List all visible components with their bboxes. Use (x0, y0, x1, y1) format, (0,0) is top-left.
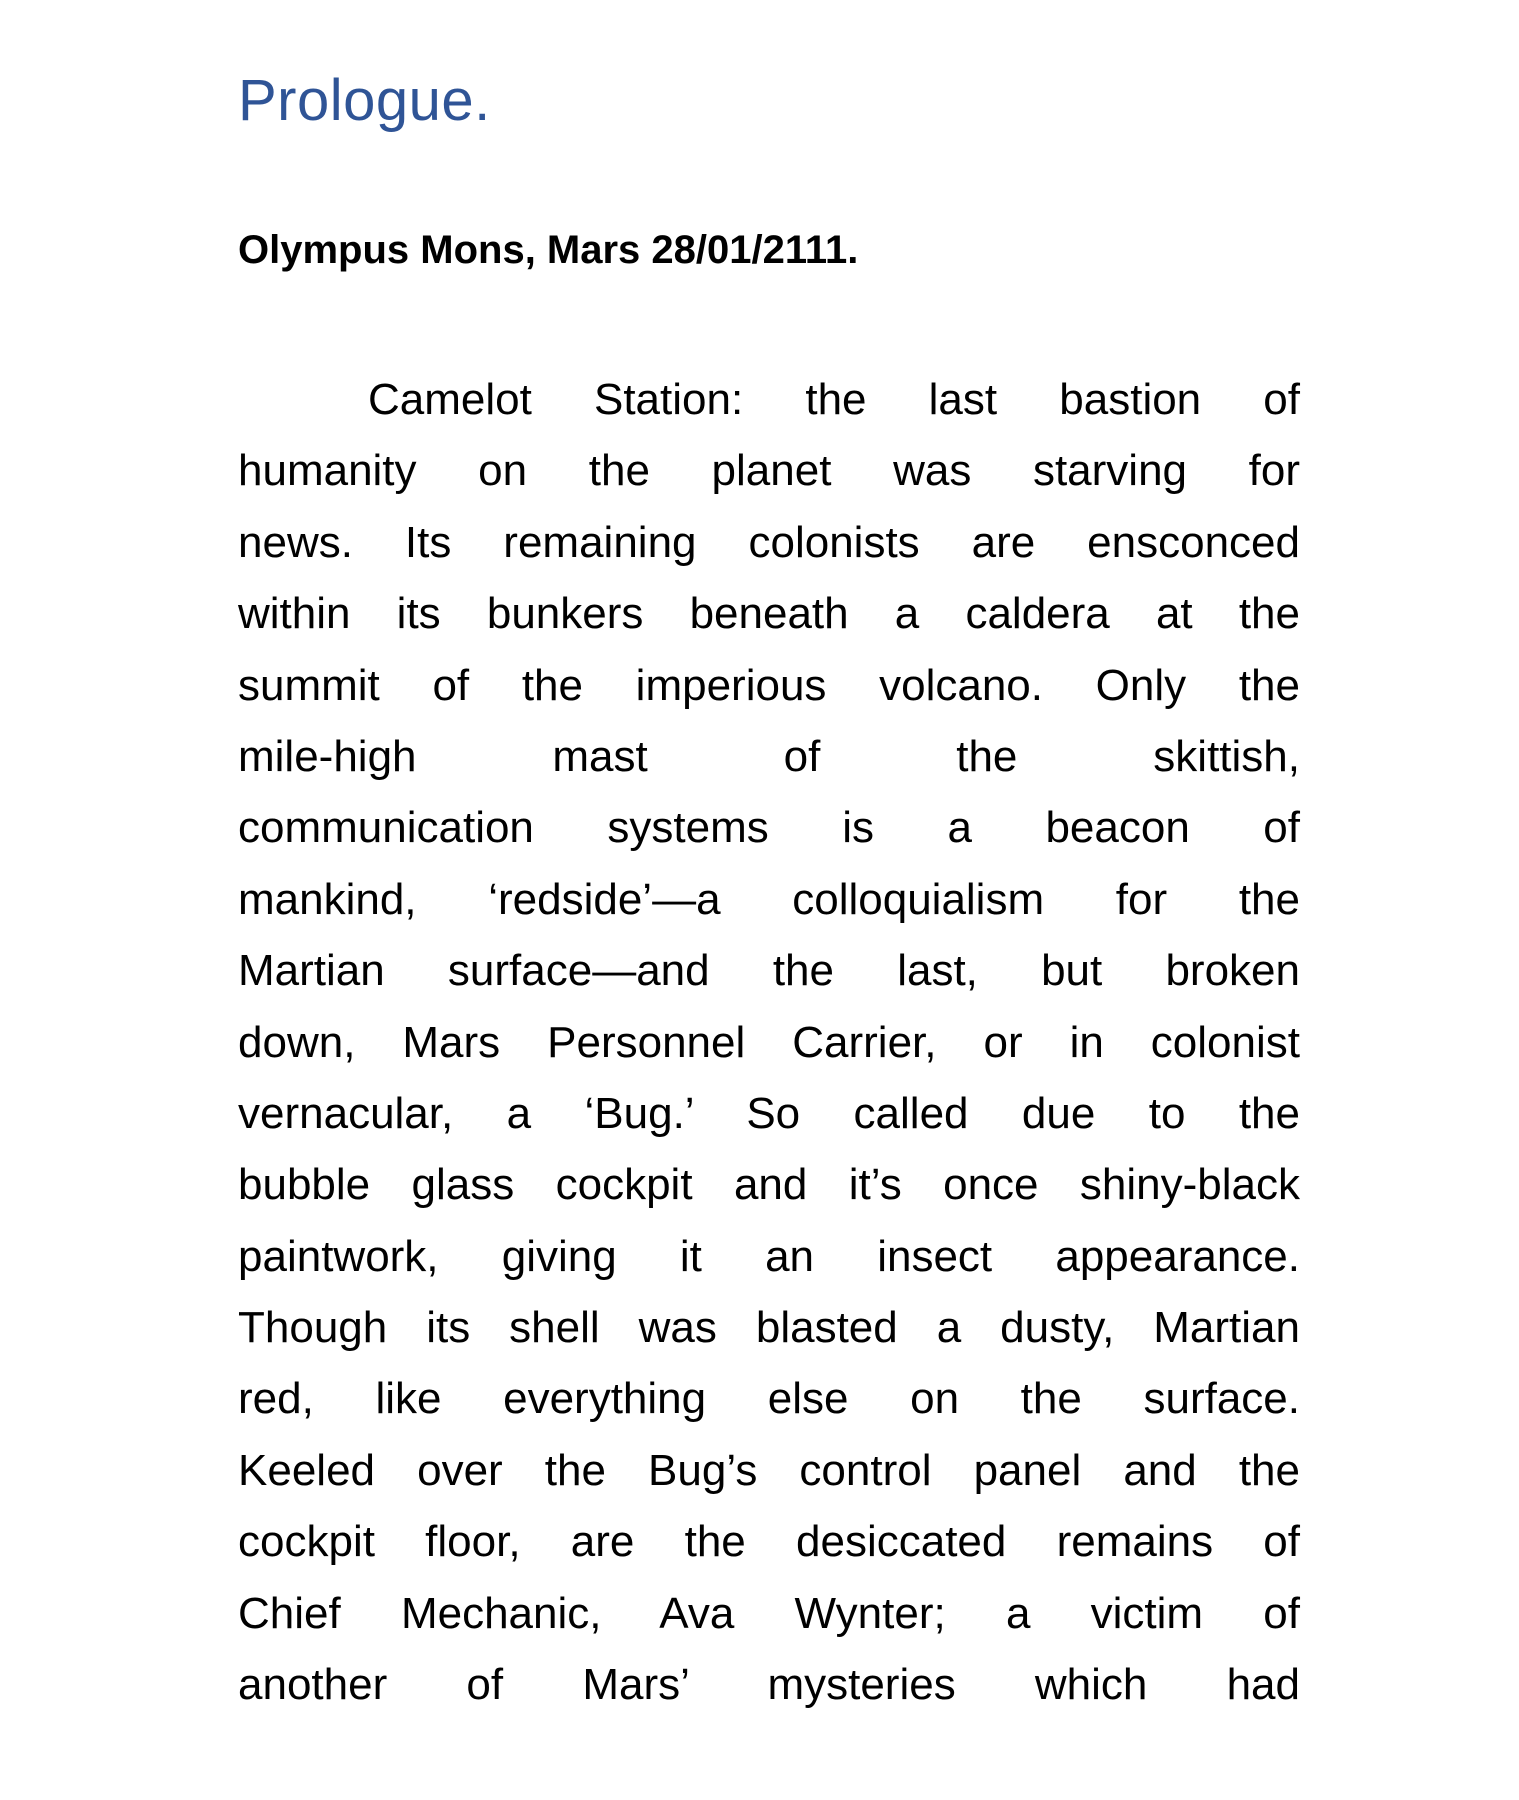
chapter-title: Prologue. (238, 68, 491, 133)
paragraph-line: Though its shell was blasted a dusty, Martian (238, 1303, 1300, 1353)
paragraph-line: mile-high mast of the skittish, (238, 731, 1300, 781)
paragraph-line: another of Mars’ mysteries which had (238, 1660, 1300, 1710)
paragraph-line: Keeled over the Bug’s control panel and the (238, 1445, 1300, 1495)
paragraph-line: mankind, ‘redside’—a colloquialism for the (238, 874, 1300, 924)
dateline-heading: Olympus Mons, Mars 28/01/2111. (238, 228, 859, 272)
paragraph-line: down, Mars Personnel Carrier, or in colonist (238, 1017, 1300, 1067)
paragraph-line: within its bunkers beneath a caldera at the (238, 589, 1300, 639)
paragraph-line: Chief Mechanic, Ava Wynter; a victim of (238, 1588, 1300, 1638)
paragraph-line: bubble glass cockpit and it’s once shiny-black (238, 1160, 1300, 1210)
paragraph-line: red, like everything else on the surface. (238, 1374, 1300, 1424)
paragraph-line: cockpit floor, are the desiccated remains of (238, 1517, 1300, 1567)
paragraph-line: Camelot Station: the last bastion of (368, 375, 1300, 424)
paragraph-line: news. Its remaining colonists are ensconced (238, 517, 1300, 567)
body-paragraph (238, 364, 1300, 1720)
paragraph-line: summit of the imperious volcano. Only the (238, 660, 1300, 710)
paragraph-line: humanity on the planet was starving for (238, 446, 1300, 496)
paragraph-line: communication systems is a beacon of (238, 803, 1300, 853)
paragraph-line: vernacular, a ‘Bug.’ So called due to the (238, 1088, 1300, 1138)
paragraph-line: Martian surface—and the last, but broken (238, 946, 1300, 996)
paragraph-line: paintwork, giving it an insect appearance. (238, 1231, 1300, 1281)
